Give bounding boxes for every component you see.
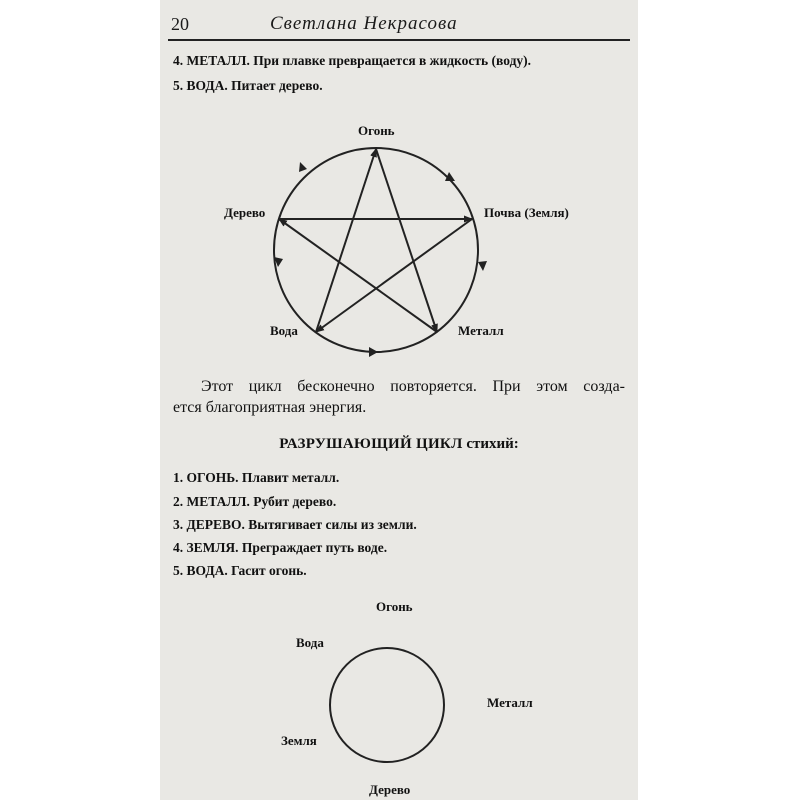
- body-paragraph: [173, 376, 625, 418]
- destructive-cycle-circle: [330, 648, 444, 762]
- paragraph-line: Этот цикл бесконечно повторяется. При этом созда-: [201, 378, 625, 395]
- list-item: 1. ОГОНЬ. Плавит металл.: [173, 470, 340, 485]
- label-wood: Дерево: [369, 782, 411, 797]
- star-line-metal-wood: [279, 219, 437, 332]
- label-fire: Огонь: [376, 599, 413, 614]
- running-head-author: Светлана Некрасова: [270, 13, 458, 34]
- label-earth: Земля: [281, 733, 317, 748]
- star-line-earth-water: [316, 219, 472, 332]
- list-item: 4. ЗЕМЛЯ. Преграждает путь воде.: [173, 540, 388, 555]
- cycle-arrow-icon: [478, 261, 487, 271]
- list-item: 5. ВОДА. Гасит огонь.: [173, 563, 307, 578]
- list-item: 3. ДЕРЕВО. Вытягивает силы из земли.: [173, 517, 417, 532]
- cycle-arrow-icon: [369, 347, 378, 357]
- label-fire: Огонь: [358, 123, 395, 138]
- paragraph-line: ется благоприятная энергия.: [173, 399, 367, 416]
- cycle-arrow-icon: [299, 162, 307, 172]
- label-wood: Дерево: [224, 205, 266, 220]
- label-water: Вода: [270, 323, 298, 338]
- star-line-fire-metal: [376, 149, 437, 332]
- label-water: Вода: [296, 635, 324, 650]
- star-line-water-fire: [316, 149, 376, 332]
- section-heading: РАЗРУШАЮЩИЙ ЦИКЛ стихий:: [279, 436, 519, 452]
- list-item: 4. МЕТАЛЛ. При плавке превращается в жидкость (воду).: [173, 53, 532, 68]
- label-earth: Почва (Земля): [484, 205, 569, 220]
- page-number: 20: [171, 14, 189, 34]
- label-metal: Металл: [487, 695, 533, 710]
- list-item: 2. МЕТАЛЛ. Рубит дерево.: [173, 494, 337, 509]
- label-metal: Металл: [458, 323, 504, 338]
- list-item: 5. ВОДА. Питает дерево.: [173, 78, 323, 93]
